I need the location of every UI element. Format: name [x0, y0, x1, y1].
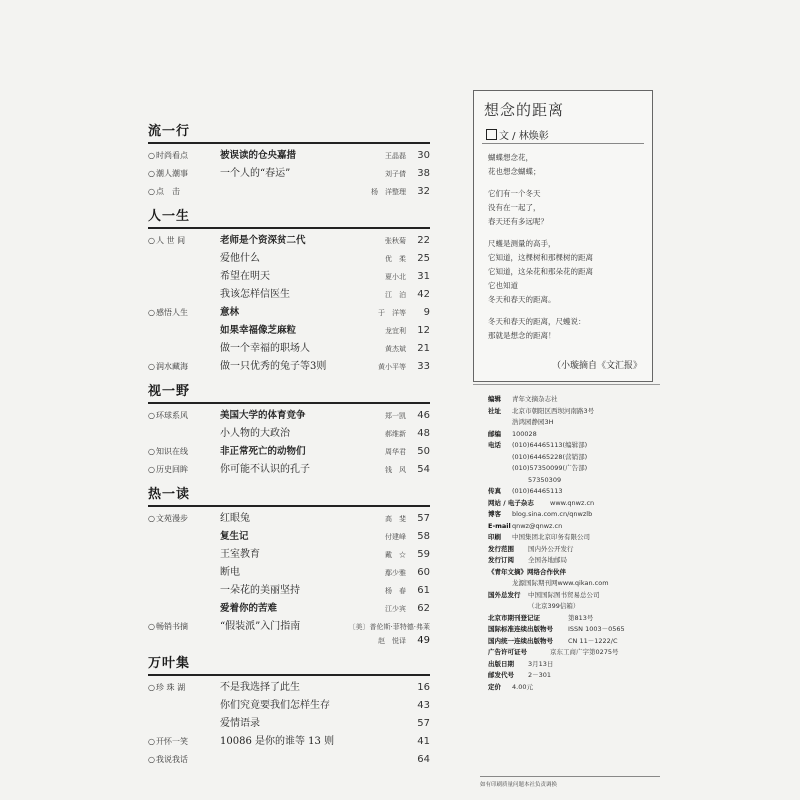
article-title: 美国大学的体育竞争 — [220, 410, 306, 421]
section-rule — [148, 674, 430, 676]
toc-entry[interactable] — [148, 183, 430, 201]
colophon-row — [488, 567, 660, 579]
article-title: 意林 — [220, 307, 240, 318]
page-number: 33 — [417, 361, 430, 372]
colophon-row — [488, 613, 660, 625]
article-author: 刘子倩 — [385, 170, 406, 178]
column-name — [148, 340, 218, 358]
colophon-label: 定价 — [488, 682, 501, 691]
article-author: 周华君 — [385, 448, 406, 456]
page-number: 54 — [417, 464, 430, 475]
colophon-row — [488, 544, 660, 556]
page-number: 9 — [423, 307, 430, 318]
colophon-value: 全国各地邮局 — [528, 556, 567, 564]
toc-entry[interactable] — [148, 165, 430, 183]
column-name — [148, 528, 218, 546]
colophon-row — [488, 521, 660, 533]
article-title: 王室教育 — [220, 549, 260, 560]
section-rule — [148, 505, 430, 507]
colophon-value: 中国国际图书贸易总公司 — [528, 590, 600, 599]
page-number: 60 — [417, 567, 430, 578]
colophon-value: 中国集团北京印务有限公司 — [512, 533, 590, 541]
article-author: 黄小平等 — [378, 363, 406, 371]
section-rule — [148, 402, 430, 404]
article-title: 一个人的“春运” — [220, 168, 291, 179]
article-author: 戴 ☆ — [385, 551, 406, 559]
article-author: 优 柔 — [385, 255, 406, 263]
poem-line: 花也想念蝴蝶； — [488, 167, 541, 176]
article-title: 复生记 — [220, 531, 249, 542]
colophon-row — [488, 682, 660, 694]
column-name: ○ 潮人潮事 — [148, 165, 218, 183]
poem-line: 春天还有多远呢？ — [488, 217, 548, 226]
column-name: ○ 知识在线 — [148, 443, 218, 461]
colophon-row — [488, 498, 660, 510]
column-name — [148, 582, 218, 600]
column-name: ○ 感悟人生 — [148, 304, 218, 322]
colophon-row — [488, 429, 660, 441]
article-author: 〔美〕普伦斯·菲特德·弗莱 — [348, 623, 430, 631]
page-number: 50 — [417, 446, 430, 457]
column-name: ○ 历史回眸 — [148, 461, 218, 479]
toc-entry[interactable] — [148, 304, 430, 322]
colophon-value: 青年文摘杂志社 — [512, 395, 558, 403]
toc-entry[interactable] — [148, 147, 430, 165]
toc-entry[interactable] — [148, 232, 430, 250]
colophon-value: 龙源国际期刊网www.qikan.com — [512, 579, 609, 587]
article-author: 张秋菊 — [385, 237, 406, 245]
poem-line: 那就是想念的距离！ — [488, 331, 556, 340]
article-author: 江 泊 — [385, 291, 406, 299]
article-author: 江少宾 — [385, 605, 406, 613]
colophon-row — [488, 475, 660, 487]
colophon-label: 北京市期刊登记证 — [488, 613, 540, 622]
article-author: 王晶磊 — [385, 152, 406, 160]
article-author: 钱 风 — [385, 466, 406, 474]
column-name: ○ 时尚看点 — [148, 147, 218, 165]
colophon-label: 国外总发行 — [488, 590, 521, 599]
toc-section — [148, 209, 430, 376]
colophon-label: 网站 / 电子杂志 — [488, 498, 534, 507]
colophon-value: qnwz@qnwz.cn — [512, 521, 563, 530]
colophon-value: CN 11－1222/C — [568, 636, 618, 645]
colophon-label: 出版日期 — [488, 659, 514, 668]
page-number: 42 — [417, 289, 430, 300]
colophon-value: (010)64465113 — [512, 487, 563, 495]
section-heading: 视一野 — [148, 384, 191, 399]
page-number: 41 — [417, 736, 430, 747]
toc-entry[interactable] — [148, 618, 430, 648]
section-rule — [148, 142, 430, 144]
colophon-value: 第813号 — [568, 613, 594, 622]
page-number: 32 — [417, 186, 430, 197]
colophon-row — [488, 624, 660, 636]
colophon-label: 传真 — [488, 487, 501, 495]
page-number: 25 — [417, 253, 430, 264]
article-author: 郑一凯 — [385, 412, 406, 420]
column-name — [148, 546, 218, 564]
stanza-gap — [488, 229, 648, 237]
column-name — [148, 715, 218, 733]
article-author: 杨 洋整理 — [371, 188, 406, 196]
colophon-row — [488, 463, 660, 475]
article-title: 一朵花的美丽坚持 — [220, 585, 300, 596]
page-number: 16 — [417, 682, 430, 693]
toc-section — [148, 124, 430, 201]
page-number: 22 — [417, 235, 430, 246]
colophon-value: (010)64465228(营销部) — [512, 452, 588, 461]
stanza-gap — [488, 307, 648, 315]
colophon-value: www.qnwz.cn — [550, 498, 595, 507]
colophon-label: 电话 — [488, 441, 501, 449]
colophon-row — [488, 486, 660, 498]
article-title: 爱情语录 — [220, 718, 260, 729]
divider — [482, 143, 644, 144]
column-name — [148, 322, 218, 340]
column-name: ○ 我说我话 — [148, 751, 218, 769]
article-title: 非正常死亡的动物们 — [220, 446, 306, 457]
article-title: “假装派”入门指南 — [220, 621, 301, 632]
poem-line: 没有在一起了， — [488, 203, 541, 212]
page-number: 12 — [417, 325, 430, 336]
article-author: 高 斐 — [385, 515, 406, 523]
toc-section — [148, 384, 430, 479]
page-number: 31 — [417, 271, 430, 282]
toc-section — [148, 656, 430, 769]
article-author: 郝维新 — [385, 430, 406, 438]
colophon-row — [488, 532, 660, 544]
toc-entry[interactable] — [148, 407, 430, 425]
toc-entry[interactable] — [148, 268, 430, 286]
poem-line: 它们有一个冬天 — [488, 189, 541, 198]
poem-title: 想念的距离 — [484, 101, 565, 119]
article-author: 于 洋等 — [378, 309, 406, 317]
column-name — [148, 250, 218, 268]
toc-entry[interactable] — [148, 600, 430, 618]
toc-entry[interactable] — [148, 679, 430, 697]
toc-entry[interactable] — [148, 582, 430, 600]
page-number: 38 — [417, 168, 430, 179]
article-author: 付建峰 — [385, 533, 406, 541]
article-title: 被误读的仓央嘉措 — [220, 150, 297, 161]
colophon-label: 编辑 — [488, 395, 501, 403]
article-title: 断电 — [220, 567, 240, 578]
article-title: 爱着你的苦难 — [220, 603, 278, 614]
square-icon — [486, 129, 497, 140]
colophon-value: 2－301 — [528, 671, 552, 679]
column-name — [148, 600, 218, 618]
colophon-label: 发行范围 — [488, 544, 514, 553]
column-name: ○ 环球系风 — [148, 407, 218, 425]
toc-entry[interactable] — [148, 286, 430, 304]
colophon-label: 博客 — [488, 510, 501, 518]
article-title: 红眼兔 — [220, 513, 250, 524]
colophon-row — [488, 555, 660, 567]
colophon-value: 4.00元 — [512, 682, 533, 691]
toc-entry[interactable] — [148, 733, 430, 751]
colophon-label: E-mail — [488, 521, 511, 530]
page-number: 30 — [417, 150, 430, 161]
poem-author-text: 文 / 林焕彰 — [499, 131, 549, 142]
colophon-label: 发行订阅 — [488, 556, 514, 564]
disclaimer: 如有印刷质量问题本社负责调换 — [480, 776, 660, 788]
stanza-gap — [488, 179, 648, 187]
toc-entry[interactable] — [148, 322, 430, 340]
colophon-row — [488, 590, 660, 602]
colophon-label: 广告许可证号 — [488, 648, 527, 656]
article-author: 龙宜利 — [385, 327, 406, 335]
colophon-row — [488, 670, 660, 682]
section-heading: 流一行 — [148, 124, 191, 139]
column-name: ○ 开怀一笑 — [148, 733, 218, 751]
page-number: 43 — [417, 700, 430, 711]
toc-entry[interactable] — [148, 461, 430, 479]
article-title: 爱他什么 — [220, 253, 260, 264]
colophon-value: blog.sina.com.cn/qnwzlb — [512, 510, 593, 518]
section-heading: 万叶集 — [148, 656, 191, 671]
poem-line: 蝴蝶想念花， — [488, 153, 533, 162]
page-number: 58 — [417, 531, 430, 542]
toc-entry[interactable] — [148, 715, 430, 733]
toc-entry[interactable] — [148, 697, 430, 715]
toc-entry[interactable] — [148, 546, 430, 564]
column-name: ○ 点 击 — [148, 183, 218, 201]
article-translator: 赵 悦译 — [378, 637, 406, 645]
toc-entry[interactable] — [148, 510, 430, 528]
article-title: 希望在明天 — [220, 271, 270, 282]
poem-line: 它知道，这棵树和那棵树的距离 — [488, 253, 593, 262]
colophon-row — [488, 406, 660, 418]
column-name: ○ 润水藏海 — [148, 358, 218, 376]
page-number: 59 — [417, 549, 430, 560]
section-heading: 人一生 — [148, 209, 191, 224]
colophon-label: 国际标准连续出版物号 — [488, 625, 553, 633]
colophon-row — [488, 647, 660, 659]
toc-entry[interactable] — [148, 340, 430, 358]
column-name: ○ 文苑漫步 — [148, 510, 218, 528]
poem-line: 冬天和春天的距离，尺蠖说： — [488, 317, 586, 326]
colophon-value: (010)57350099(广告部) — [512, 464, 588, 472]
colophon-value: 57350309 — [528, 475, 562, 484]
toc-section — [148, 487, 430, 648]
toc-entry[interactable] — [148, 250, 430, 268]
article-title: 老师是个资深贫二代 — [220, 235, 306, 246]
poem-line: 它知道，这朵花和那朵花的距离 — [488, 267, 593, 276]
toc-entry[interactable] — [148, 443, 430, 461]
page-number: 21 — [417, 343, 430, 354]
page-number: 62 — [417, 603, 430, 614]
colophon-row — [488, 659, 660, 671]
divider — [473, 384, 660, 385]
section-rule — [148, 227, 430, 229]
colophon-row — [488, 601, 660, 613]
colophon-row — [488, 636, 660, 648]
page-number: 49 — [417, 635, 430, 646]
colophon-value: 浩鸿园静园3H — [512, 418, 554, 426]
page-number: 46 — [417, 410, 430, 421]
page-number: 57 — [417, 718, 430, 729]
colophon-row — [488, 509, 660, 521]
column-name: ○ 珍 珠 湖 — [148, 679, 218, 697]
column-name — [148, 697, 218, 715]
article-title: 做一只优秀的兔子等3则 — [220, 361, 327, 372]
toc-entry[interactable] — [148, 751, 430, 769]
colophon-label: 印刷 — [488, 533, 501, 541]
colophon-label: 邮编 — [488, 429, 501, 438]
column-name: ○ 畅销书摘 — [148, 618, 218, 636]
toc-entry[interactable] — [148, 528, 430, 546]
colophon-value: (010)64465113(编辑部) — [512, 441, 588, 449]
colophon-row — [488, 452, 660, 464]
colophon-value: 3月13日 — [528, 659, 554, 668]
colophon-row — [488, 417, 660, 429]
poem-source: （小璇摘自《文汇报》 — [551, 361, 642, 371]
section-heading: 热一读 — [148, 487, 191, 502]
poem-box — [473, 90, 653, 382]
toc-entry[interactable] — [148, 358, 430, 376]
article-title: 如果幸福像芝麻粒 — [220, 325, 297, 336]
colophon-row — [488, 440, 660, 452]
colophon-value: 100028 — [512, 429, 537, 438]
column-name — [148, 268, 218, 286]
article-title: 做一个幸福的职场人 — [220, 343, 310, 354]
page-number: 48 — [417, 428, 430, 439]
colophon-label: 社址 — [488, 406, 501, 415]
poem-lines — [488, 151, 648, 343]
article-author: 夏小北 — [385, 273, 406, 281]
table-of-contents — [148, 124, 430, 777]
poem-line: 冬天和春天的距离。 — [488, 295, 556, 304]
toc-entry[interactable] — [148, 564, 430, 582]
article-title: 你可能不认识的孔子 — [220, 464, 310, 475]
poem-author — [486, 127, 549, 142]
column-name — [148, 564, 218, 582]
colophon-label: 《青年文摘》网络合作伙伴 — [488, 567, 566, 576]
page-number: 64 — [417, 754, 430, 765]
article-title: 你们究竟要我们怎样生存 — [220, 700, 330, 711]
colophon-row — [488, 578, 660, 590]
colophon-value: 京东工商广字第0275号 — [550, 648, 619, 656]
poem-line: 它也知道 — [488, 281, 518, 290]
poem-line: 尺蠖是测量的高手， — [488, 239, 556, 248]
colophon-value: 国内外公开发行 — [528, 544, 574, 553]
colophon-row — [488, 394, 660, 406]
page-number: 61 — [417, 585, 430, 596]
column-name: ○ 人 世 间 — [148, 232, 218, 250]
column-name — [148, 286, 218, 304]
article-title: 不是我选择了此生 — [220, 682, 300, 693]
colophon-value: ISSN 1003－0565 — [568, 625, 625, 633]
article-author: 鄢少雅 — [385, 569, 406, 577]
article-title: 小人物的大政治 — [220, 428, 290, 439]
page-number: 57 — [417, 513, 430, 524]
colophon-value: 北京市朝阳区西坝河南路3号 — [512, 406, 595, 415]
column-name — [148, 425, 218, 443]
article-title: 10086 是你的谁等 13 则 — [220, 736, 335, 747]
colophon-label: 国内统一连续出版物号 — [488, 636, 553, 645]
article-author: 黄杰斌 — [385, 345, 406, 353]
article-title: 我该怎样信医生 — [220, 289, 290, 300]
toc-entry[interactable] — [148, 425, 430, 443]
article-author: 杨 春 — [385, 587, 406, 595]
colophon-label: 邮发代号 — [488, 671, 514, 679]
colophon — [488, 394, 660, 693]
colophon-value: （北京399信箱） — [528, 602, 580, 610]
